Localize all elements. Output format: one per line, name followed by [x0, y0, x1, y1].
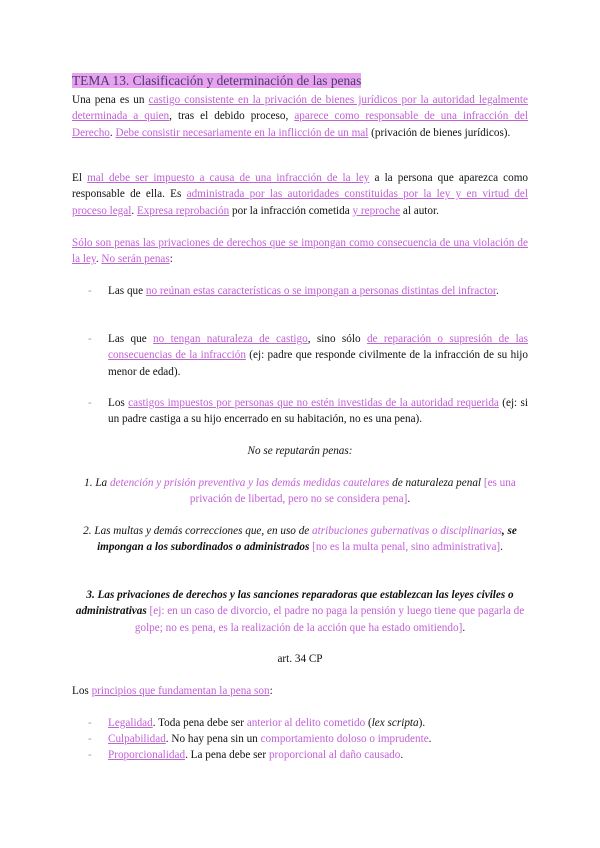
bullet-marker: -	[88, 397, 92, 409]
highlighted-text: castigos impuestos por personas que no estén investidas de la autoridad requerida	[128, 397, 499, 409]
text-run: No se reputarán penas:	[247, 445, 353, 457]
article-reference	[72, 651, 528, 667]
quote-item	[72, 587, 528, 636]
text-run: 1. La	[84, 477, 110, 489]
highlighted-text: no reúnan estas características o se impongan a personas distintas del infractor	[145, 285, 497, 297]
highlighted-text: No serán penas	[101, 253, 170, 266]
text-run: [ej: en un caso de divorcio, el padre no paga la pensión y luego tiene que pagarla de golpe; no es pena, es la realización de la acción que ha estado omitiendo]	[134, 605, 525, 634]
list-item	[108, 283, 528, 299]
text-run: ).	[418, 717, 426, 729]
paragraph-definition	[72, 92, 528, 141]
text-run: .	[428, 733, 432, 745]
text-run: , se impongan a los subordinados o administrados	[97, 525, 517, 554]
quote-item	[72, 475, 528, 508]
highlighted-text: administrada por las autoridades constituidas por la ley y en virtud del proceso legal	[72, 188, 528, 217]
text-run: (ej: si un padre castiga a su hijo encerrado en su habitación, no es una pena).	[108, 397, 528, 426]
text-run: Una pena es un	[72, 94, 149, 106]
paragraph-not-penalties	[72, 235, 528, 268]
text-run: .	[500, 541, 503, 554]
text-run: (	[365, 717, 372, 729]
text-run: [no es la multa penal, sino administrativa]	[309, 541, 501, 554]
text-run: . La pena debe ser	[185, 749, 269, 761]
text-run: .	[407, 493, 411, 506]
highlighted-text: Debe consistir necesariamente en la inflicción de un mal	[115, 126, 369, 139]
quote-item	[72, 523, 528, 556]
text-run: Las que	[108, 285, 146, 297]
highlighted-text: principios que fundamentan la pena son	[91, 685, 270, 697]
highlighted-text: Sólo son penas las privaciones de derechos que se impongan como consecuencia de una violación de la ley	[72, 237, 528, 266]
highlighted-text: Expresa reprobación	[136, 204, 230, 217]
highlighted-text: Legalidad	[108, 717, 153, 729]
highlighted-text: y reproche	[352, 204, 401, 217]
highlighted-text: no tengan naturaleza de castigo	[153, 333, 308, 345]
text-run: atribuciones gubernativas o disciplinarias	[312, 525, 502, 537]
bullet-marker: -	[88, 333, 92, 345]
text-run: .	[496, 285, 499, 297]
highlighted-text: Proporcionalidad	[108, 749, 186, 761]
text-run: a la persona que aparezca como responsable de ella. Es	[72, 172, 528, 201]
text-run: proporcional al daño causado	[268, 749, 401, 761]
list-item	[108, 747, 528, 763]
text-run: :	[269, 685, 273, 697]
text-run: .	[95, 253, 102, 266]
section-subtitle	[72, 443, 528, 459]
text-run: , sino sólo	[307, 333, 367, 345]
text-run: (privación de bienes jurídicos).	[368, 126, 511, 139]
bullet-marker: -	[88, 733, 92, 745]
text-run: [es una privación de libertad, pero no se considera pena]	[189, 477, 516, 506]
highlighted-text: mal debe ser impuesto a causa de una infracción de la ley	[87, 172, 370, 184]
text-run: , tras el debido proceso,	[169, 110, 295, 123]
list-item	[108, 395, 528, 428]
text-run: 3. Las privaciones de derechos y las sanciones reparadoras que establezcan las leyes civiles o administrativas	[75, 589, 514, 618]
text-run: .	[400, 749, 404, 761]
highlighted-text: de reparación o supresión de las consecuencias de la infracción	[108, 333, 528, 362]
text-run: Los	[108, 397, 129, 409]
highlighted-text: Culpabilidad	[108, 733, 166, 745]
text-run: . Toda pena debe ser	[152, 717, 247, 729]
text-run: :	[169, 253, 173, 266]
text-run: .	[109, 126, 116, 139]
list-item	[108, 715, 528, 731]
highlighted-text: aparece como responsable de una infracción del Derecho	[72, 110, 528, 139]
text-run: El	[72, 172, 88, 184]
paragraph-principles	[72, 683, 528, 699]
bullet-marker: -	[88, 749, 92, 761]
text-run: detención y prisión preventiva y las demás medidas cautelares	[109, 477, 390, 489]
bullet-marker: -	[88, 285, 92, 297]
text-run: Las que	[108, 333, 154, 345]
text-run: de naturaleza penal	[389, 477, 482, 489]
text-run: comportamiento doloso o imprudente	[260, 733, 429, 745]
text-run: art. 34 CP	[277, 653, 323, 665]
page-title	[72, 73, 528, 89]
text-run: .	[131, 204, 137, 217]
text-run: anterior al delito cometido	[246, 717, 366, 729]
text-run: 2. Las multas y demás correcciones que, en uso de	[83, 525, 313, 537]
highlighted-text: castigo consistente en la privación de bienes jurídicos por la autoridad legalmente determinada a quien	[72, 94, 529, 123]
text-run: .	[462, 621, 466, 634]
text-run: Los	[72, 685, 92, 697]
text-run: (ej: padre que responde civilmente de la infracción de su hijo menor de edad).	[108, 349, 529, 378]
list-item	[108, 731, 528, 747]
text-run: lex scripta	[371, 717, 419, 729]
text-run: al autor.	[400, 204, 439, 217]
bullet-marker: -	[88, 717, 92, 729]
paragraph-characteristics	[72, 170, 528, 219]
list-item	[108, 331, 528, 380]
text-run: por la infracción cometida	[229, 204, 353, 217]
highlighted-text: TEMA 13. Clasificación y determinación de las penas	[72, 73, 362, 88]
text-run: . No hay pena sin un	[165, 733, 261, 745]
